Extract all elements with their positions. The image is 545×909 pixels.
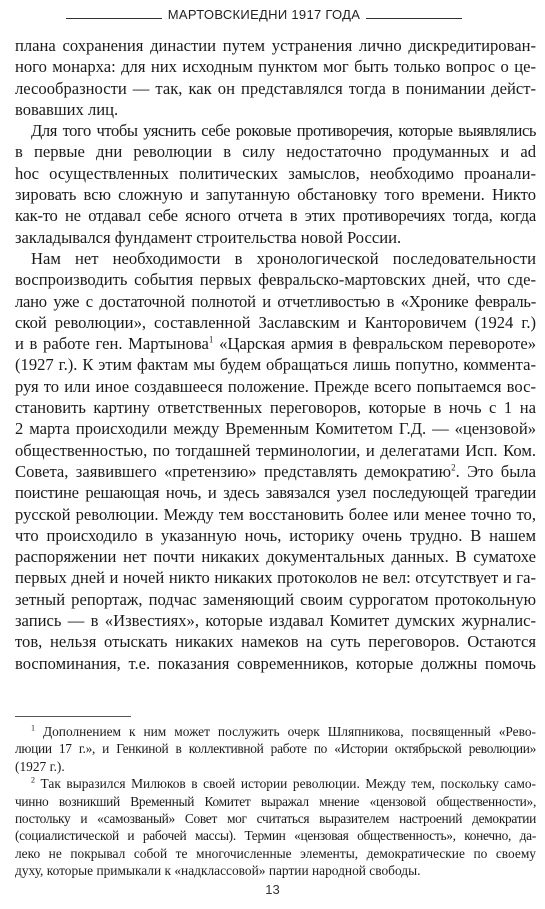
- running-header-title: МАРТОВСКИЕДНИ 1917 ГОДА: [167, 7, 361, 22]
- footnotes: [15, 723, 536, 880]
- text-line: в первые дни революции в силу недостаточно продуманных и ad: [15, 142, 536, 162]
- page-number: 13: [265, 882, 280, 897]
- footnote-mark-2: 2: [31, 775, 35, 785]
- text-line: руя то или иное создавшееся положение. Прежде всего попытаемся вос-: [15, 376, 536, 396]
- text-segment: Дополнением к ним может послужить очерк Шляпникова, посвященный «Рево-: [42, 724, 536, 739]
- text-line: ного монарха: для них исходным пунктом мог быть только вопрос о це-: [15, 57, 536, 77]
- text-line: [15, 333, 536, 354]
- footnote-separator: [15, 716, 131, 717]
- text-line: запись — в «Известиях», которые издавал Комитет думских журналис-: [15, 611, 536, 631]
- text-segment: и в работе ген. Мартынова: [15, 334, 209, 354]
- text-line: зетный репортаж, подчас заменяющий своим суррогатом протокольную: [15, 589, 536, 609]
- text-line: зировать всю сложную и запутанную обстановку того времени. Никто: [15, 185, 536, 205]
- footnote-ref-1[interactable]: 1: [208, 334, 214, 345]
- text-segment: . Это была: [455, 461, 536, 481]
- text-segment: Совета, заявившего «претензию» представлять демократию: [15, 461, 452, 481]
- text-line: Нам нет необходимости в хронологической последовательности: [31, 248, 536, 268]
- text-line: что происходило в указанную ночь, историку очень трудно. В нашем: [15, 525, 536, 545]
- text-line: hoc осуществленных политических замыслов, необходимо проанали-: [15, 163, 536, 183]
- text-line: воспроизводить события первых февральско-мартовских дней, что сде-: [15, 270, 536, 290]
- text-line: поистине решающая ночь, и здесь завязался узел последующей трагедии: [15, 483, 536, 503]
- footnote-ref-2[interactable]: 2: [451, 462, 456, 473]
- text-line: воспоминания, т.е. показания современников, которые должны помочь: [15, 653, 536, 673]
- main-text: [15, 35, 536, 674]
- text-line: ской революции», составленной Заславским и Канторовичем (1924 г.): [15, 312, 536, 332]
- footnote-line: леко не покрывал собой те многочисленные элементы, демократические по своему: [15, 845, 536, 861]
- footnote-line: духу, которые примыкали к «надклассовой» партии народной свободы.: [15, 863, 421, 879]
- text-line: общественностью, по тогдашней терминологии, и делегатами Исп. Ком.: [15, 440, 536, 460]
- text-segment: Так выразился Милюков в своей истории революции. Между тем, поскольку само-: [40, 776, 536, 792]
- footnote-line: чинно возникший Временный Комитет выражал мнение «цензовой общественности»,: [15, 793, 536, 809]
- text-line: как-то не отдавал себе ясного отчета в этих противоречиях тогда, когда: [15, 206, 536, 226]
- text-segment: «Царская армия в февральском перевороте»: [219, 334, 536, 354]
- text-line: первых дней и ночей никто никаких протоколов не вел: отсутствует и га-: [15, 568, 536, 588]
- footnote-mark-1: 1: [31, 723, 35, 733]
- footnote-line: [15, 775, 536, 792]
- text-line: плана сохранения династии путем устранения лично дискредитирован-: [15, 36, 536, 55]
- text-line: [15, 461, 536, 482]
- text-line: закладывался фундамент строительства новой России.: [15, 227, 402, 247]
- footnote-line: люции 17 г.», и Генкиной в коллективной работе по «Истории октябрьской революции»: [15, 741, 536, 757]
- running-header: [0, 6, 545, 26]
- footnote-line: (1927 г.).: [15, 758, 65, 774]
- header-rule-left: [66, 18, 162, 19]
- header-rule-right: [366, 18, 462, 19]
- text-line: (1927 г.). К этим фактам мы будем обращаться лишь попутно, коммента-: [15, 355, 536, 375]
- text-line: Для того чтобы уяснить себе роковые противоречия, которые выявлялись: [31, 121, 536, 141]
- text-line: распоряжении нет почти никаких документальных данных. В суматохе: [15, 547, 536, 567]
- footnote-line: (социалистической и рабочей массы). Термин «цензовая общественность», конечно, да-: [15, 828, 536, 844]
- text-line: лесообразности — так, как он представлялся тогда в понимании дейст-: [15, 78, 536, 98]
- text-line: становить картину ответственных переговоров, которые в ночь с 1 на: [15, 398, 536, 418]
- footnote-line: постольку и «самозваный» Совет мог считаться выразителем настроений демократии: [15, 810, 536, 826]
- text-line: лано уже с достаточной полнотой и отчетливостью в «Хронике февраль-: [15, 291, 536, 311]
- text-line: тов, нельзя отыскать никаких намеков на суть переговоров. Остаются: [15, 632, 536, 652]
- footnote-line: [15, 723, 536, 740]
- text-line: вовавших лиц.: [15, 99, 119, 119]
- text-line: русской революции. Между тем восстановить более или менее точно то,: [15, 504, 536, 524]
- text-line: 2 марта происходили между Временным Комитетом Г.Д. — «цензовой»: [15, 419, 536, 439]
